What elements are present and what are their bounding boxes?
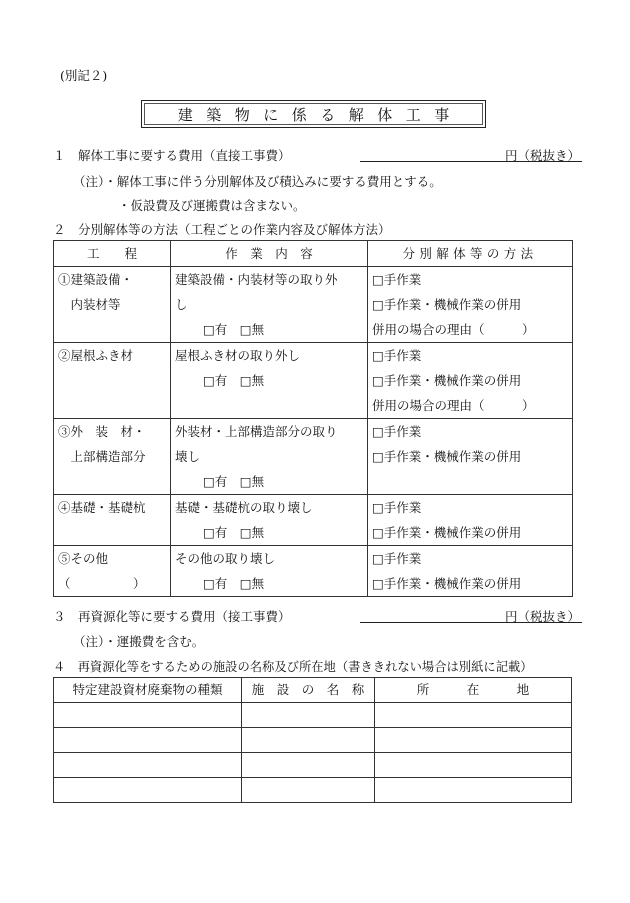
checkbox-manual[interactable]: □手作業: [372, 424, 422, 439]
kind-cell[interactable]: [54, 778, 242, 803]
table-row: [54, 546, 573, 597]
document-title: 建築物に係る解体工事: [141, 100, 486, 128]
address-cell[interactable]: [375, 753, 572, 778]
process-cell: ⑤その他 （ ）: [54, 546, 171, 597]
col-method-header: 分別解体等の方法: [368, 241, 573, 267]
note-reference: (別記２): [60, 68, 108, 83]
work-cell: 外装材・上部構造部分の取り 壊し □有 □無: [171, 419, 368, 495]
demolition-method-table: [53, 240, 573, 597]
checkbox-manual[interactable]: □手作業: [372, 272, 422, 287]
section1-note2: ・仮設費及び運搬費は含まない。: [118, 198, 306, 213]
facility-name-cell[interactable]: [242, 778, 375, 803]
work-cell: 屋根ふき材の取り外し □有 □無: [171, 343, 368, 419]
method-cell: [368, 546, 573, 597]
col-kind-header: 特定建設資材廃棄物の種類: [54, 678, 242, 703]
table-row: [54, 495, 573, 546]
col-facility-name-header: 施 設 の 名 称: [242, 678, 375, 703]
section4-heading: ４ 再資源化等をするための施設の名称及び所在地（書ききれない場合は別紙に記載）: [53, 660, 533, 674]
section3-heading: ３ 再資源化等に要する費用（接工事費）: [53, 609, 291, 624]
checkbox-combined[interactable]: □手作業・機械作業の併用: [372, 373, 522, 388]
kind-cell[interactable]: [54, 728, 242, 753]
section3-amount-suffix: 円（税抜き）: [505, 609, 581, 624]
table-row: [54, 419, 573, 495]
address-cell[interactable]: [375, 703, 572, 728]
section1-heading: １ 解体工事に要する費用（直接工事費）: [53, 148, 291, 163]
section1-note1: （注）・解体工事に伴う分別解体及び積込みに要する費用とする。: [73, 174, 442, 189]
facility-table: [53, 677, 572, 803]
section3-note: （注）・運搬費を含む。: [73, 634, 205, 649]
checkbox-combined[interactable]: □手作業・機械作業の併用: [372, 449, 522, 464]
col-address-header: 所 在 地: [375, 678, 572, 703]
combined-reason-field[interactable]: 併用の場合の理由（ ）: [372, 322, 535, 337]
section2-heading: ２ 分別解体等の方法（工程ごとの作業内容及び解体方法）: [53, 222, 391, 237]
combined-reason-field[interactable]: 併用の場合の理由（ ）: [372, 398, 535, 413]
checkbox-manual[interactable]: □手作業: [372, 500, 422, 515]
work-cell: 建築設備・内装材等の取り外 し □有 □無: [171, 267, 368, 343]
address-cell[interactable]: [375, 778, 572, 803]
address-cell[interactable]: [375, 728, 572, 753]
facility-name-cell[interactable]: [242, 728, 375, 753]
yes-no-checkboxes[interactable]: □有 □無: [203, 525, 265, 540]
checkbox-combined[interactable]: □手作業・機械作業の併用: [372, 525, 522, 540]
table-row[interactable]: [54, 778, 572, 803]
work-cell: 基礎・基礎杭の取り壊し □有 □無: [171, 495, 368, 546]
table-header-row: [54, 241, 573, 267]
process-cell: ①建築設備・ 内装材等: [54, 267, 171, 343]
process-cell: ②屋根ふき材: [54, 343, 171, 419]
checkbox-manual[interactable]: □手作業: [372, 551, 422, 566]
yes-no-checkboxes[interactable]: □有 □無: [203, 322, 265, 337]
table-row: [54, 343, 573, 419]
checkbox-combined[interactable]: □手作業・機械作業の併用: [372, 297, 522, 312]
kind-cell[interactable]: [54, 703, 242, 728]
work-cell: その他の取り壊し □有 □無: [171, 546, 368, 597]
other-process-field[interactable]: （ ）: [58, 576, 146, 591]
checkbox-manual[interactable]: □手作業: [372, 348, 422, 363]
method-cell: [368, 495, 573, 546]
table-header-row: [54, 678, 572, 703]
yes-no-checkboxes[interactable]: □有 □無: [203, 474, 265, 489]
kind-cell[interactable]: [54, 753, 242, 778]
method-cell: [368, 343, 573, 419]
checkbox-combined[interactable]: □手作業・機械作業の併用: [372, 576, 522, 591]
col-work-header: 作 業 内 容: [171, 241, 368, 267]
table-row[interactable]: [54, 728, 572, 753]
method-cell: [368, 267, 573, 343]
col-process-header: 工 程: [54, 241, 171, 267]
facility-name-cell[interactable]: [242, 703, 375, 728]
table-row[interactable]: [54, 753, 572, 778]
section1-amount-suffix: 円（税抜き）: [505, 148, 581, 163]
yes-no-checkboxes[interactable]: □有 □無: [203, 373, 265, 388]
process-cell: ④基礎・基礎杭: [54, 495, 171, 546]
facility-name-cell[interactable]: [242, 753, 375, 778]
method-cell: [368, 419, 573, 495]
table-row: [54, 267, 573, 343]
yes-no-checkboxes[interactable]: □有 □無: [203, 576, 265, 591]
process-cell: ③外 装 材・ 上部構造部分: [54, 419, 171, 495]
table-row[interactable]: [54, 703, 572, 728]
